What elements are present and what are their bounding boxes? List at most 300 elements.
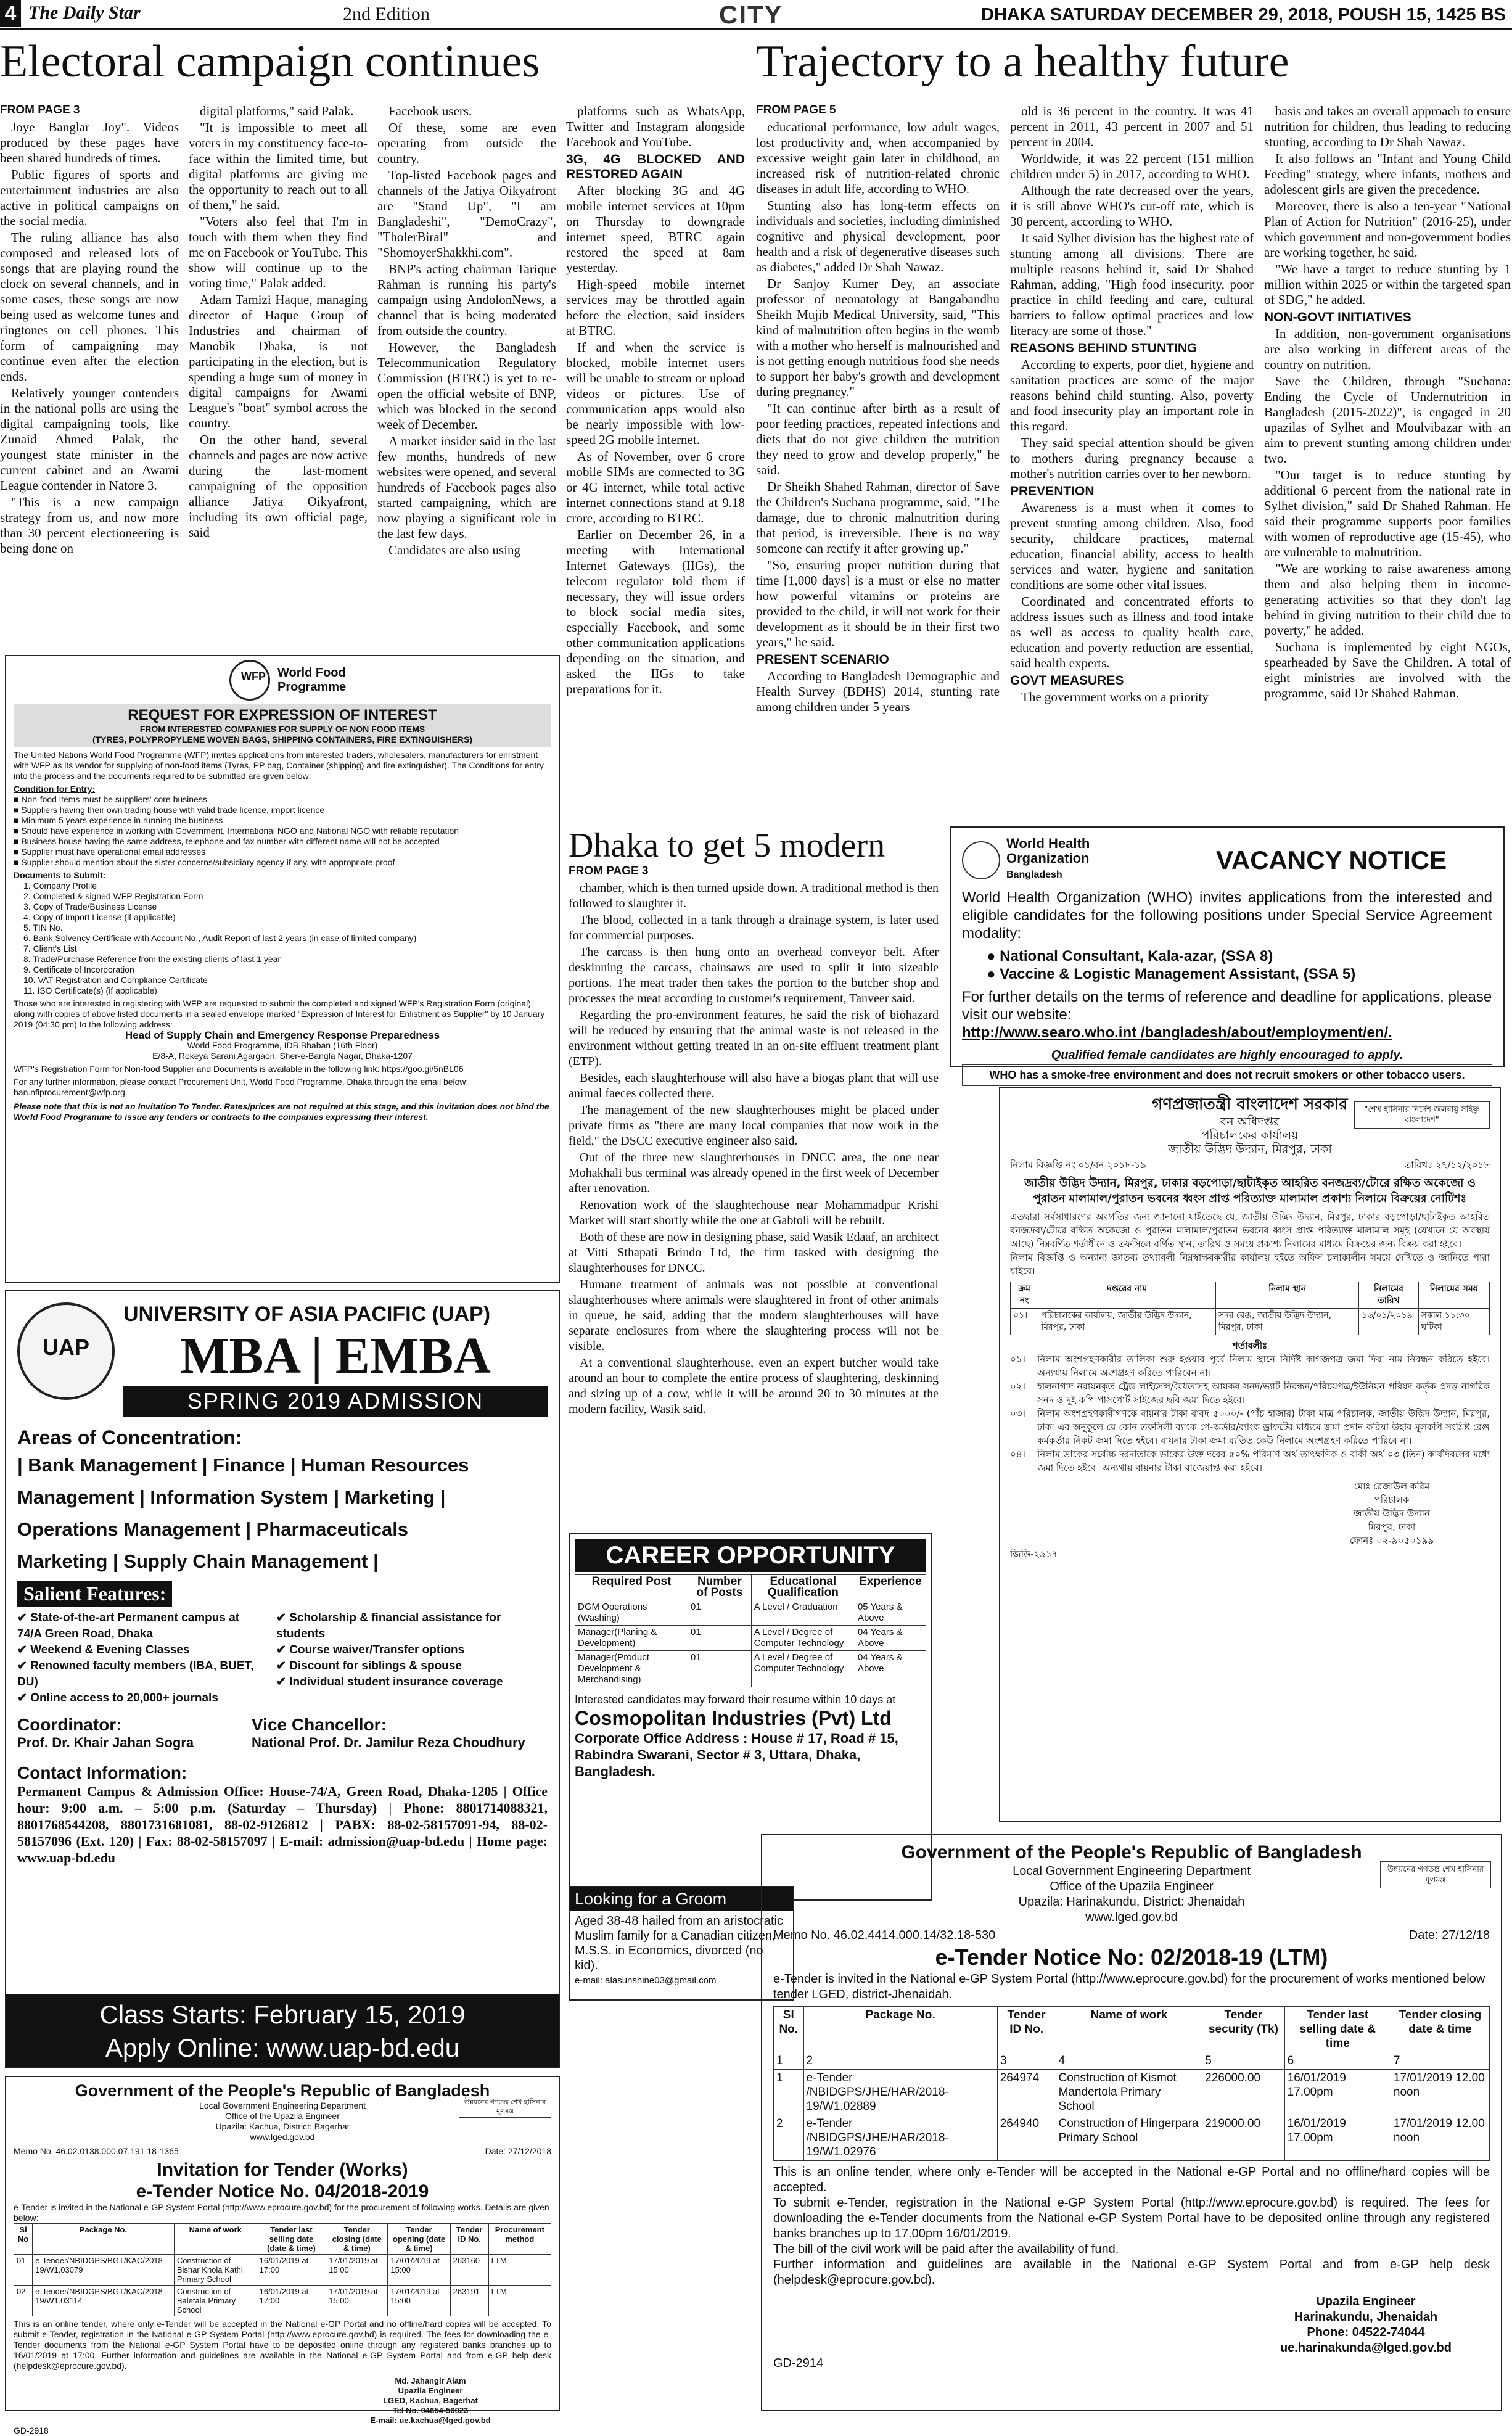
table-cell: 264940	[997, 2115, 1056, 2161]
tender-left-intro: e-Tender is invited in the National e-GP System Portal (http://www.eprocure.gov.bd) for the procurement of following works. Details are given below:	[14, 2202, 549, 2223]
table-row	[575, 1600, 926, 1626]
subheading: PRESENT SCENARIO	[756, 652, 889, 667]
trajectory-col-3	[1264, 104, 1511, 807]
bangla-gov: গণপ্রজাতন্ত্রী বাংলাদেশ সরকার	[1152, 1095, 1348, 1114]
table-row	[14, 2286, 551, 2316]
paragraph: Save the Children, through "Suchana: Ending the Cycle of Undernutrition in Bangladesh (2015-2022)", is engaged in 20 upazilas of Sylhet and Moulvibazar with an aim to prevent stunting among children under two.	[1264, 374, 1511, 466]
tender-right-web: www.lged.gov.bd	[1085, 1911, 1178, 1924]
who-smoke: WHO has a smoke-free environment and does not recruit smokers or other tobacco users.	[962, 1064, 1492, 1086]
groom-body: Aged 38-48 hailed from an aristocratic Muslim family for a Canadian citizen, M.S.S. in Economics, divorced (no kid).	[575, 1914, 783, 1972]
paragraph: As of November, over 6 crore mobile SIMs are connected to 3G or 4G internet, while total active internet connections stand at 9.18 crore, according to BTRC.	[566, 449, 745, 525]
table-cell: 04 Years & Above	[855, 1651, 926, 1687]
signature-line: LGED, Kachua, Bagerhat	[383, 2396, 478, 2405]
masthead	[0, 0, 1512, 30]
table-cell: Manager(Planing & Development)	[575, 1626, 688, 1651]
paragraph: Moreover, there is also a ten-year "National Plan of Action for Nutrition" (2016-25), under which government and non-government bodies are working together, he said.	[1264, 199, 1511, 260]
paragraph: Facebook users.	[388, 104, 472, 118]
uap-features-left	[17, 1610, 258, 1706]
paragraph: Awareness is a must when it comes to prevent stunting among children. Also, food security, childcare practices, maternal education, financial ability, access to health services and water, hygiene and sanitation conditions are some other vital issues.	[1010, 500, 1254, 592]
table-cell: A Level / Graduation	[751, 1600, 855, 1626]
bangla-title: জাতীয় উদ্ভিদ উদ্যান, মিরপুর, ঢাকার বড়পোড়া/ছাটাইকৃত আহরিত বনজদ্রব্য/টোরে রক্ষিত অকেজো ও পুরাতন মালামাল/পুরাতন ভবনের ধ্বংস প্রাপ্ত পরিত্যাক্ত মালামাল প্রকাশ্য নিলামে বিক্রয়ের নোটিশঃ	[1024, 1177, 1476, 1205]
tender-left-date: Date: 27/12/2018	[485, 2146, 551, 2156]
uap-areas-title: Areas of Concentration:	[17, 1426, 242, 1449]
table-row	[774, 2070, 1490, 2115]
uap-vc-name: National Prof. Dr. Jamilur Reza Choudhury	[252, 1735, 525, 1750]
signature-line: E-mail: ue.kachua@lged.gov.bd	[370, 2416, 491, 2425]
subheading: NON-GOVT INITIATIVES	[1264, 310, 1411, 324]
paragraph: chamber, which is then turned upside down. A traditional method is then followed to slaughter it.	[569, 881, 939, 910]
paragraph: old is 36 percent in the country. It was 41 percent in 2011, 43 percent in 2007 and 51 percent in 2004.	[1010, 104, 1254, 149]
paragraph: Dr Sanjoy Kumer Dey, an associate professor of neonatology at Bangabandhu Sheikh Mujib Medical University, said, "This kind of malnutrition often begins in the womb with a mother who herself is malnourished and is not getting enough nutritious food she needs to support her baby's growth and development during pregnancy."	[756, 276, 1000, 399]
paragraph: Stunting also has long-term effects on individuals and societies, including diminished cognitive and physical development, poor health and a risk of degenerative diseases such as diabetes," added Dr Shah Nawaz.	[756, 198, 1000, 274]
paragraph: High-speed mobile internet services may be throttled again before the election, said insiders at BTRC.	[566, 277, 745, 338]
paragraph: platforms such as WhatsApp, Twitter and Instagram alongside Facebook and YouTube.	[566, 104, 745, 149]
paragraph: This is an online tender, where only e-Tender will be accepted in the National e-GP Portal and no offline/hard copies will be accepted.	[773, 2165, 1490, 2194]
list-item: ■ Non-food items must be suppliers' core business	[14, 794, 207, 804]
who-further: For further details on the terms of reference and deadline for applications, please visit our website:	[962, 989, 1492, 1023]
tender-left-memo: Memo No. 46.02.0138.000.07.191.18-1365	[14, 2146, 179, 2156]
tender-left-stamp: উন্নয়নের গণতন্ত্র শেখ হাসিনার মূলমন্ত্র	[459, 2096, 551, 2118]
bangla-office: পরিচালকের কার্যালয়	[1201, 1129, 1299, 1142]
table-cell: পরিচালকের কার্যালয়, জাতীয় উদ্ভিদ উদ্যান, মিরপুর, ঢাকা	[1038, 1309, 1216, 1335]
tender-left-office: Office of the Upazila Engineer	[225, 2111, 340, 2121]
uap-contact-title: Contact Information:	[17, 1763, 187, 1782]
item-text: হালনাগাদ নবায়নকৃত ট্রেড লাইসেন্স/বৈধতাসহ আয়কর সনদ/ভ্যাট নিবন্ধন/পরিচয়পত্র/ইউনিয়ন পরিষদ কর্তৃক প্রদত্ত নাগরিক সনদ ও দুই কপি পাসপোর্ট সাইজের ছবি জমা দিতে হইবে।	[1037, 1381, 1490, 1405]
signature-line: জাতীয় উদ্ভিদ উদ্যান	[1354, 1508, 1430, 1519]
tender-right-code: GD-2914	[773, 2356, 824, 2370]
paragraph: They said special attention should be given to mothers during pregnancy because a mother's nutrition carries over to her newborn.	[1010, 435, 1254, 481]
paragraph: digital platforms," said Palak.	[200, 104, 354, 118]
tender-left-table	[14, 2223, 551, 2316]
edition-label: 2nd Edition	[343, 4, 430, 24]
signature-line: Upazila Engineer	[1316, 2295, 1416, 2308]
wfp-further: For any further information, please contact Procurement Unit, World Food Programme, Dhaka through the email below: ban.nfiprocurement@wfp.org	[14, 1077, 469, 1097]
tender-left-upazila: Upazila: Kachua, District: Bagerhat	[215, 2121, 350, 2131]
table-header: দপ্তরের নাম	[1038, 1282, 1216, 1309]
table-cell: সদর রেঞ্জ, জাতীয় উদ্ভিদ উদ্যান, মিরপুর, ঢাকা	[1216, 1309, 1359, 1335]
table-cell: 01	[688, 1600, 752, 1626]
list-item: 8. Trade/Purchase Reference from the existing clients of last 1 year	[23, 954, 281, 964]
from-page: FROM PAGE 3	[0, 104, 80, 117]
electoral-col-1	[0, 104, 179, 609]
list-item: ■ Should have experience in working with Government, International NGO and National NGO with reliable reputation	[14, 826, 459, 836]
who-body: World Health Organization (WHO) invites applications from the interested and eligible candidates for the following positions under Special Service Agreement modality:	[962, 889, 1492, 942]
table-cell: 01	[688, 1626, 752, 1651]
tender-right-gov: Government of the People's Republic of Bangladesh	[901, 1842, 1362, 1862]
list-item: ✔ Renowned faculty members (IBA, BUET, DU)	[17, 1660, 254, 1689]
table-cell: e-Tender/NBIDGPS/BGT/KAC/2018-19/W1.03079	[33, 2255, 175, 2286]
paragraph: The ruling alliance has also composed and released lots of songs that are playing round the clock on several channels, and in some cases, these songs are now being used as welcome tunes and ringtones on cell phones. This form of campaigning may continue even after the election ends.	[0, 230, 179, 384]
table-cell: 16/01/2019 17.00pm	[1284, 2070, 1391, 2115]
bangla-notice	[999, 1087, 1501, 1822]
paragraph: The government works on a priority	[1021, 689, 1209, 704]
item-text: নিলাম অংশগ্রহণকারীগণকে বায়নার টাকা বাবদ ৫০০০/- (পাঁচ হাজার) টাকা মাত্র পরিচালক, জাতীয় উদ্ভিদ উদ্যান, মিরপুর, ঢাকা এর অনুকূলে যে কোন তফসিলী ব্যাংক পে-অর্ডার/ব্যাংক ড্রাফটের মাধ্যমে জমা প্রদান করিয়া উহার মূলকপি সংশ্লিষ্ট রেঞ্জ কর্মকর্তার নিকট জমা দিতে হইবে। বায়নার টাকা জমা ব্যতিত কেউ নিলামে অংশগ্রহণ করিতে পারিবে না।	[1037, 1408, 1490, 1446]
paragraph: Dr Sheikh Shahed Rahman, director of Save the Children's Suchana programme, said, "The damage, due to chronic malnutrition during that period, is irreversible. There is no way someone can rectify it after growing up."	[756, 479, 1000, 556]
section-title: CITY	[719, 0, 783, 29]
table-cell: ০১।	[1011, 1309, 1038, 1335]
wfp-ad	[5, 655, 560, 1283]
paragraph: Relatively younger contenders in the national polls are using the digital campaigning tools, like Zunaid Ahmed Palak, the youngest state minister in the current cabinet and an Awami League contender in Natore 3.	[0, 385, 179, 493]
wfp-logo-icon: WFP	[229, 660, 270, 701]
bangla-stamp: "শেখ হাসিনার নির্দেশ জলবায়ু সহিষ্ণু বাংলাদেশ"	[1354, 1101, 1490, 1129]
signature-line: Tel No. 04654-56023	[392, 2406, 469, 2415]
table-cell: 1	[774, 2052, 804, 2070]
from-page: FROM PAGE 3	[569, 865, 649, 878]
paragraph: Further information and guidelines are available in the National e-GP System Portal and from e-GP help desk (helpdesk@eprocure.gov.bd).	[773, 2258, 1490, 2287]
paragraph: Although the rate decreased over the years, it is still above WHO's cut-off rate, which is 30 percent, according to WHO.	[1010, 183, 1254, 229]
table-header: ক্রম নং	[1011, 1282, 1038, 1309]
table-cell: 3	[997, 2052, 1056, 2070]
list-item: ✔ Individual student insurance coverage	[276, 1676, 503, 1689]
wfp-submit: Those who are interested in registering with WFP are requested to submit the completed and signed WFP's Registration Form (original) along with copies of above listed documents in a sealed envelope marked "Expression of Interest for Enlistment as Supplier" by 10 January 2019 (04:30 pm) to the following address:	[14, 998, 545, 1029]
list-item: 2. Completed & signed WFP Registration Form	[23, 891, 203, 901]
table-header: Tender ID No.	[997, 2007, 1056, 2052]
tender-right-signature	[1242, 2294, 1490, 2356]
table-cell: 6	[1284, 2052, 1391, 2070]
uap-admission: SPRING 2019 ADMISSION	[123, 1386, 548, 1417]
paragraph: "It can continue after birth as a result of poor feeding practices, repeated infections and diets that do not give children the nutrition they need to grow and develop properly," he said.	[756, 401, 1000, 477]
paragraph: However, the Bangladesh Telecommunication Regulatory Commission (BTRC) is yet to re-open the official website of BNP, which was blocked in the second week of December.	[377, 340, 556, 432]
subheading: REASONS BEHIND STUNTING	[1010, 341, 1198, 355]
table-cell: 01	[14, 2255, 33, 2286]
list-item	[1010, 1447, 1490, 1475]
wfp-addr-3: E/8-A, Rokeya Sarani Agargaon, Sher-e-Bangla Nagar, Dhaka-1207	[152, 1051, 413, 1061]
tender-left-signature	[310, 2376, 551, 2426]
table-cell: e-Tender/NBIDGPS/BGT/KAC/2018-19/W1.03114	[33, 2286, 175, 2316]
uap-ad	[5, 1290, 560, 2068]
wfp-conditions	[14, 794, 551, 868]
electoral-headline: Electoral campaign continues	[0, 36, 540, 87]
electoral-col-3	[377, 104, 556, 609]
table-header: Educational Qualification	[751, 1575, 855, 1600]
item-text: নিলাম অংশগ্রহণকারীর তালিকা শুরু হওয়ার পূর্বে নিলাম স্থানে নির্দিষ্ট কাগজপত্র জমা দিয়া নাম নিবন্ধন করিতে হইবে। অন্যথায় নিলামে অংশগ্রহণ করিতে পারিবেন না।	[1037, 1354, 1490, 1378]
list-item: ✔ Online access to 20,000+ journals	[17, 1692, 218, 1705]
signature-line: মোঃ রেজাউল করিম	[1354, 1481, 1430, 1492]
bangla-place: জাতীয় উদ্ভিদ উদ্যান, মিরপুর, ঢাকা	[1168, 1142, 1332, 1156]
wfp-addr-1: Head of Supply Chain and Emergency Response Preparedness	[125, 1029, 440, 1041]
bangla-body-2: নিলাম বিজ্ঞপ্তি ও অন্যান্য জ্ঞাতব্য তথ্যাবলী নিম্নস্বাক্ষরকারীর কার্যালয় হইতে অফিস চলাকালীন সময়ে দেখিতে ও জানিতে পারা যাইবে।	[1010, 1252, 1490, 1277]
item-number: ০১।	[1010, 1354, 1025, 1365]
list-item: ✔ Course waiver/Transfer options	[276, 1644, 465, 1656]
tender-right	[761, 1834, 1502, 2411]
wfp-link[interactable]: WFP's Registration Form for Non-food Supplier and Documents is available in the following link: https://goo.gl/5nBL06	[14, 1064, 464, 1074]
table-header: Number of Posts	[688, 1575, 752, 1600]
table-cell: 16/01/2019 at 17:00	[257, 2286, 326, 2316]
table-cell: ১৬/০১/২০১৯	[1359, 1309, 1418, 1335]
tender-right-dept: Local Government Engineering Department	[1013, 1864, 1251, 1878]
uap-logo-text: UAP	[42, 1335, 89, 1360]
table-header: Tender ID No.	[450, 2224, 488, 2255]
table-header: Experience	[855, 1575, 926, 1600]
list-item	[1010, 1352, 1490, 1380]
uap-vc-title: Vice Chancellor:	[252, 1715, 387, 1734]
list-item: 3. Copy of Trade/Business License	[23, 902, 157, 911]
paragraph: Worldwide, it was 22 percent (151 million children under 5) in 2017, according to WHO.	[1010, 151, 1254, 181]
list-item: 6. Bank Solvency Certificate with Account No., Audit Report of last 2 years (in case of limited company)	[23, 933, 417, 943]
bangla-memo: নিলাম বিজ্ঞপ্তি নং ০১/বন ২০১৮-১৯	[1010, 1159, 1146, 1171]
list-item: ■ Supplier should mention about the sister concerns/subsidiary agency if any, with appropriate proof	[14, 857, 395, 867]
paragraph: In addition, non-government organisations are also working in different areas of the country on nutrition.	[1264, 326, 1511, 372]
table-cell: Construction of Bishar Khola Kathi Primary School	[174, 2255, 257, 2286]
who-url[interactable]: http://www.searo.who.int /bangladesh/about/employment/en/.	[962, 1024, 1392, 1041]
table-cell: 1	[774, 2070, 804, 2115]
groom-email: e-mail: alasunshine03@gmail.com	[575, 1975, 717, 1986]
paragraph: Humane treatment of animals was not possible at conventional slaughterhouses where animals were slaughtered in front of other animals in queue, he said, adding that the modern slaughterhouses will have separate enclosures from where the slaughtering process will not be visible.	[569, 1278, 939, 1353]
uap-name: UNIVERSITY OF ASIA PACIFIC (UAP)	[123, 1302, 491, 1326]
bangla-code: জিডি-২৯১৭	[1010, 1549, 1058, 1560]
tender-right-upazila: Upazila: Harinakundu, District: Jhenaidah	[1018, 1895, 1245, 1909]
item-number: ০৩।	[1010, 1408, 1025, 1419]
tender-right-intro: e-Tender is invited in the National e-GP System Portal (http://www.eprocure.gov.bd) for the procurement of works mentioned below tender LGED, district-Jhenaidah.	[773, 1972, 1485, 2001]
list-item: 1. Company Profile	[23, 881, 97, 891]
table-row	[575, 1626, 926, 1651]
table-cell: 263191	[450, 2286, 488, 2316]
table-header: Sl No	[14, 2224, 33, 2255]
table-cell: 17/01/2019 12.00 noon	[1391, 2115, 1489, 2161]
tender-left-foot: This is an online tender, where only e-Tender will be accepted in the National e-GP Portal and no offline/hard copies will be accepted. To submit e-Tender, registration in the National e-GP System Portal (http://www.eprocure.gov.bd) is required. The fees for downloading the e-Tender documents from the National e-GP System Portal have to be deposited online through any registered banks branches up to 16/01/2019 at 17:00. Further information and guidelines are available in the National e-GP System Portal and from e-GP help desk (helpdesk@eprocure.gov.bd).	[14, 2319, 551, 2371]
who-logo-icon	[962, 841, 1000, 879]
paragraph: Coordinated and concentrated efforts to address issues such as illness and food intake as well as access to quality health care, education and poverty reduction are essential, said health experts.	[1010, 594, 1254, 670]
signature-line: Phone: 04522-74044	[1307, 2326, 1425, 2339]
groom-title: Looking for a Groom	[570, 1887, 793, 1911]
table-cell: 263160	[450, 2255, 488, 2286]
paragraph: basis and takes an overall approach to ensure nutrition for children, thus leading to reducing stunting, according to Dr Shah Nawaz.	[1264, 104, 1511, 149]
paragraph: Joye Banglar Joy". Videos produced by these pages have been shared hundreds of times.	[0, 120, 179, 165]
subheading: PREVENTION	[1010, 484, 1095, 498]
table-cell: 01	[688, 1651, 752, 1687]
table-cell: 219000.00	[1202, 2115, 1284, 2161]
subheading: 3G, 4G BLOCKED AND RESTORED AGAIN	[566, 152, 745, 181]
table-cell: 7	[1391, 2052, 1489, 2070]
paragraph: Out of the three new slaughterhouses in DNCC area, the one near Mohakhali bus terminal was already opened in the first week of December after renovation.	[569, 1151, 939, 1195]
table-cell: 17/01/2019 12.00 noon	[1391, 2070, 1489, 2115]
list-item: ✔ Weekend & Evening Classes	[17, 1644, 190, 1656]
table-header: নিলাম স্থান	[1216, 1282, 1359, 1309]
table-cell: 264974	[997, 2070, 1056, 2115]
paragraph: Renovation work of the slaughterhouse near Mohammadpur Krishi Market will start shortly while the one at Gabtoli will be rebuilt.	[569, 1198, 939, 1227]
table-cell: LTM	[488, 2255, 551, 2286]
table-cell: A Level / Degree of Computer Technology	[751, 1626, 855, 1651]
table-cell: 5	[1202, 2052, 1284, 2070]
paragraph: BNP's acting chairman Tarique Rahman is running his party's campaign using AndolonNews, a channel that is being moderated from outside the country.	[377, 261, 556, 338]
who-female: Qualified female candidates are highly encouraged to apply.	[1051, 1048, 1403, 1062]
paragraph: A market insider said in the last few months, hundreds of new websites were opened, and several hundreds of Facebook pages also started campaigning, which are now playing a significant role in the last few days.	[377, 434, 556, 541]
table-cell: 17/01/2019 at 15:00	[388, 2286, 450, 2316]
uap-apply[interactable]: Apply Online: www.uap-bd.edu	[105, 2033, 460, 2062]
uap-areas	[17, 1449, 548, 1578]
tender-right-foot	[773, 2165, 1490, 2288]
list-item: ● Vaccine & Logistic Management Assistant, (SSA 5)	[987, 966, 1356, 982]
bangla-body: এতদ্বারা সর্বসাধারণের অবগতির জন্য জানানো যাইতেছে যে, জাতীয় উদ্ভিদ উদ্যান, মিরপুর, ঢাকার বড়পোড়া/ছাটাইকৃত আহরিত বনজদ্রব্য/টোরে রক্ষিত অকেজো ও পুরাতন মালামাল/পুরাতন ভবনের ধ্বংস প্রাপ্ত পরিত্যাক্ত মালামাল সমূহ (যেখানে যে অবস্থায় আছে) নিম্নবর্ণিত শর্তাধীনে ও তফসিলে বর্ণিত স্থান, তারিখ ও সময়ে প্রকাশ্য নিলামের মাধ্যমে বিক্রয়ের জন্য বিক্রয় করা হইবে।	[1010, 1211, 1490, 1249]
uap-class-starts: Class Starts: February 15, 2019	[99, 2000, 466, 2029]
table-header: Name of work	[1056, 2007, 1202, 2052]
dhaka-headline: Dhaka to get 5 modern	[569, 826, 885, 865]
paragraph: The bill of the civil work will be paid after the availability of fund.	[773, 2242, 1119, 2256]
paragraph: Candidates are also using	[388, 543, 521, 558]
electoral-col-4	[566, 104, 745, 696]
wfp-intro: The United Nations World Food Programme (WFP) invites applications from interested traders, wholesalers, manufacturers for enlistment with WFP as its vendor for supplying of non-food items (Tyres, PP bag, Container (shipping) and fire extinguisher). The Conditions for entry into the process and the documents required to be submitted are given below:	[14, 750, 544, 781]
table-row	[14, 2255, 551, 2286]
item-text: নিলাম ডাকের সর্বোচ্চ দরদাতাকে ডাকের উক্ত দরের ৫০% পরিমাণ অর্থ তাৎক্ষণিক ও বাকী অর্থ ০৩ (তিন) কার্যদিবসের মধ্যে জমা দিতে হইবে। অন্যথায় বায়নার টাকা বাজেয়াপ্ত করা হইবে।	[1037, 1449, 1490, 1473]
table-cell: e-Tender /NBIDGPS/JHE/HAR/2018-19/W1.02976	[803, 2115, 997, 2161]
date-line: DHAKA SATURDAY DECEMBER 29, 2018, POUSH 15, 1425 BS	[981, 5, 1506, 25]
tender-left-web: www.lged.gov.bd	[250, 2132, 315, 2142]
list-item: 4. Copy of Import License (if applicable)	[23, 912, 176, 922]
list-item: Marketing | Supply Chain Management |	[17, 1550, 379, 1572]
tender-right-office: Office of the Upazila Engineer	[1050, 1880, 1214, 1893]
paragraph: After blocking 3G and 4G mobile internet services at 10pm on Thursday to downgrade internet speed, BTRC again restored the speed at 8am yesterday.	[566, 183, 745, 275]
signature-line: Upazila Engineer	[398, 2386, 463, 2395]
trajectory-col-2	[1010, 104, 1254, 807]
tender-left-title-1: Invitation for Tender (Works)	[157, 2160, 408, 2180]
table-cell: 16/01/2019 17.00pm	[1284, 2115, 1391, 2161]
tender-left-title-2: e-Tender Notice No. 04/2018-2019	[136, 2181, 429, 2202]
table-header: Tender last selling date (date & time)	[257, 2224, 326, 2255]
table-header: Package No.	[33, 2224, 175, 2255]
paragraph: "Our target is to reduce stunting by additional 6 percent from the national rate in Sylhet division," said Dr Shahed Rahman. He said their programme supports poor families with women of reproductive age (15-45), who are vulnerable to malnutrition.	[1264, 467, 1511, 559]
paragraph: "It is impossible to meet all voters in my constituency face-to-face within the limited time, but digital platforms are giving me the opportunity to reach out to all of them," he said.	[189, 120, 368, 212]
list-item: | Bank Management | Finance | Human Resources	[17, 1454, 469, 1476]
table-cell: Manager(Product Development & Merchandising)	[575, 1651, 688, 1687]
career-note: Interested candidates may forward their resume within 10 days at	[575, 1693, 896, 1706]
table-cell: LTM	[488, 2286, 551, 2316]
list-item: ■ Business house having the same address, telephone and fax number with different name will not be accepted	[14, 836, 440, 846]
tender-right-date: Date: 27/12/18	[1408, 1928, 1490, 1942]
paragraph: Earlier on December 26, in a meeting with International Internet Gateways (IIGs), the telecom regulator told them if necessary, they will issue orders to block social media sites, especially Facebook, and some other communication applications depending on the situation, and asked the IIGs to take preparations for it.	[566, 527, 745, 696]
paragraph: "We have a target to reduce stunting by 1 million within 2025 or within the targeted span of SDG," he added.	[1264, 261, 1511, 307]
tender-right-stamp: উন্নয়নের গণতন্ত্র শেখ হাসিনার মূলমন্ত্র	[1380, 1861, 1491, 1888]
tender-left-gov: Government of the People's Republic of Bangladesh	[75, 2081, 490, 2100]
table-cell: e-Tender /NBIDGPS/JHE/HAR/2018-19/W1.02889	[803, 2070, 997, 2115]
signature-line: Harinakundu, Jhenaidah	[1294, 2310, 1438, 2324]
table-header: Name of work	[174, 2224, 257, 2255]
wfp-conditions-title: Condition for Entry:	[14, 784, 96, 794]
paragraph: Besides, each slaughterhouse will also have a biogas plant that will use animal faeces collected there.	[569, 1071, 939, 1100]
list-item: ■ Minimum 5 years experience in running the business	[14, 815, 223, 825]
paragraph: "This is a new campaign strategy from us, and now more than 30 percent electioneering is being done on	[0, 495, 179, 556]
list-item	[1010, 1380, 1490, 1407]
paragraph: The management of the new slaughterhouses might be placed under private firms as "there are many local companies that now work in the field," the DSCC executive engineer also said.	[569, 1103, 939, 1148]
paragraph: The blood, collected in a tank through a drainage system, is later used for commercial purposes.	[569, 913, 939, 942]
table-cell: 16/01/2019 at 17:00	[257, 2255, 326, 2286]
paragraph: It said Sylhet division has the highest rate of stunting among all divisions. There are multiple reasons behind it, said Dr Shahed Rahman, adding, "High food insecurity, poor practice in child feeding and care, cultural barriers to follow optimal practices and low literacy are some of those."	[1010, 231, 1254, 338]
paragraph: It also follows an "Infant and Young Child Feeding" strategy, where infants, mothers and adolescent girls are given the precedence.	[1264, 151, 1511, 197]
item-number: ০৪।	[1010, 1449, 1025, 1460]
paragraph: Top-listed Facebook pages and channels of the Jatiya Oikyafront are "Stand Up", "I am Bangladeshi", "DemoCrazy", "TholerBiral" and "ShomoyerShakkhi.com".	[377, 168, 556, 260]
paragraph: Suchana is implemented by eight NGOs, spearheaded by Save the Children. A total of eight ministries are involved with the programme, said Dr Shahed Rahman.	[1264, 640, 1511, 701]
who-positions	[987, 947, 1492, 983]
paragraph: Adam Tamizi Haque, managing director of Haque Group of Industries and chairman of Manobik Dhaka, is not participating in the election, but is spending a huge sum of money in digital campaigns for Awami League's "boat" symbol across the country.	[189, 292, 368, 430]
tender-right-title: e-Tender Notice No: 02/2018-19 (LTM)	[935, 1944, 1328, 1970]
uap-logo-icon	[17, 1302, 115, 1400]
paragraph: To submit e-Tender, registration in the National e-GP System Portal (http://www.eprocure.gov.bd) is required. The fees for downloading the e-Tender documents from the National e-GP System Portal have to be deposited online through any registered banks branches up to 17.00pm 16/01/2019.	[773, 2196, 1490, 2241]
item-number: ০২।	[1010, 1381, 1025, 1392]
tender-right-memo: Memo No. 46.02.4414.000.14/32.18-530	[773, 1928, 996, 1942]
table-cell: 226000.00	[1202, 2070, 1284, 2115]
signature-line: ue.harinakunda@lged.gov.bd	[1280, 2341, 1452, 2355]
uap-coord-name: Prof. Dr. Khair Jahan Sogra	[17, 1735, 194, 1750]
table-cell: 02	[14, 2286, 33, 2316]
table-cell: 4	[1056, 2052, 1202, 2070]
bangla-terms-title: শর্তাবলীঃ	[1232, 1340, 1268, 1351]
tender-left	[5, 2076, 560, 2435]
table-cell: 17/01/2019 at 15:00	[326, 2255, 388, 2286]
paragraph: On the other hand, several channels and pages are now active during the last-moment campaigning of the opposition alliance Jatiya Oikyafront, including its own official page, said	[189, 432, 368, 540]
table-header: নিলামের সময়	[1418, 1282, 1489, 1309]
paragraph: According to Bangladesh Demographic and Health Survey (BDHS) 2014, stunting rate among children under 5 years	[756, 669, 1000, 714]
from-page: FROM PAGE 5	[756, 104, 836, 117]
trajectory-body	[756, 104, 1512, 807]
electoral-col-2	[189, 104, 368, 609]
list-item: ● National Consultant, Kala-azar, (SSA 8)	[987, 948, 1273, 965]
list-item: 9. Certificate of Incorporation	[23, 965, 134, 974]
signature-line: Md. Jahangir Alam	[395, 2376, 466, 2385]
paragraph: "Voters also feel that I'm in touch with them when they find me on Facebook or YouTube. This show will continue up to the voting time," Palak added.	[189, 214, 368, 290]
paragraph: educational performance, low adult wages, lost productivity and, when accompanied by excessive weight gain later in childhood, an increased risk of nutrition-related chronic diseases in adult life, according to WHO.	[756, 120, 1000, 196]
wfp-docs	[23, 881, 551, 996]
paragraph: Of these, some are even operating from outside the country.	[377, 120, 556, 166]
table-cell: 2	[803, 2052, 997, 2070]
list-item: Operations Management | Pharmaceuticals	[17, 1518, 409, 1540]
trajectory-headline: Trajectory to a healthy future	[756, 36, 1289, 87]
table-cell: 04 Years & Above	[855, 1626, 926, 1651]
table-header: Sl No.	[774, 2007, 804, 2052]
table-header: Required Post	[575, 1575, 688, 1600]
uap-contact: Permanent Campus & Admission Office: House-74/A, Green Road, Dhaka-1205 | Office hour: 9:00 a.m. – 5:00 p.m. (Saturday – Thursday) | Phone: 8801714088321, 8801768544208, 8801731681081, 88-02-9126812 | PABX: 88-02-58157091-94, 88-02-58157096 (Ext. 120) | Fax: 88-02-58157097 | E-mail: admission@uap-bd.edu | Home page: www.uap-bd.edu	[17, 1784, 548, 1866]
table-cell: Construction of Baletala Primary School	[174, 2286, 257, 2316]
list-item: ■ Supplier must have operational email addresses	[14, 847, 206, 857]
tender-left-code: GD-2918	[14, 2426, 49, 2435]
paragraph: Regarding the pro-environment features, he said the risk of biohazard will be reduced by ensuring that the animal waste is not released in the environment without getting treated in an on-site effluent treatment plant (ETP).	[569, 1008, 939, 1068]
list-item: ✔ State-of-the-art Permanent campus at 74/A Green Road, Dhaka	[17, 1611, 240, 1640]
uap-program: MBA | EMBA	[180, 1327, 491, 1385]
table-header: Procurement method	[488, 2224, 551, 2255]
table-header: Tender last selling date & time	[1284, 2007, 1391, 2052]
tender-left-dept: Local Government Engineering Department	[199, 2101, 366, 2110]
table-cell: সকাল ১১:৩০ ঘটিকা	[1418, 1309, 1489, 1335]
wfp-subtitle-2: (TYRES, POLYPROPYLENE WOVEN BAGS, SHIPPING CONTAINERS, FIRE EXTINGUISHERS)	[92, 735, 473, 744]
table-row	[575, 1651, 926, 1687]
table-row	[774, 2115, 1490, 2161]
table-header: Tender closing (date & time)	[326, 2224, 388, 2255]
list-item: ✔ Discount for siblings & spouse	[276, 1660, 462, 1673]
paragraph: The carcass is then hung onto an overhead conveyor belt. After deskinning the carcass, chainsaws are used to split it into sizeable portions. The meat trader then takes the portion to the butcher shop and processes the meat according to customer's requirement, Tanveer said.	[569, 945, 939, 1005]
who-country: Bangladesh	[1006, 870, 1062, 880]
paragraph: Public figures of sports and entertainment industries are also active in political campaigns on the social media.	[0, 167, 179, 228]
table-cell: Construction of Kismot Mandertola Primary School	[1056, 2070, 1202, 2115]
wfp-subtitle: FROM INTERESTED COMPANIES FOR SUPPLY OF NON FOOD ITEMS	[139, 724, 425, 734]
wfp-org: World Food Programme	[277, 666, 347, 694]
wfp-title: REQUEST FOR EXPRESSION OF INTEREST	[128, 707, 437, 723]
table-header: Tender opening (date & time)	[388, 2224, 450, 2255]
who-ad	[950, 826, 1505, 1081]
wfp-addr-2: World Food Programme, IDB Bhaban (16th Floor)	[187, 1040, 378, 1050]
signature-line: মিরপুর, ঢাকা	[1368, 1521, 1416, 1533]
list-item	[1010, 1407, 1490, 1447]
uap-features-title: Salient Features:	[17, 1581, 172, 1607]
table-cell: DGM Operations (Washing)	[575, 1600, 688, 1626]
paragraph: At a conventional slaughterhouse, even an expert butcher would take around an hour to complete the entire process of slaughtering, deskinning and sizing up of a cow, while it will be around 20 to 30 minutes at the modern facility, Wasik said.	[569, 1356, 939, 1416]
who-org: World Health Organization	[1006, 836, 1090, 866]
who-title: VACANCY NOTICE	[1216, 846, 1447, 874]
paragraph: According to experts, poor diet, hygiene and sanitation practices are some of the major reasons behind child stunting. Also, poverty and food insecurity play an important role in this regard.	[1010, 357, 1254, 434]
bangla-terms	[1010, 1352, 1490, 1475]
table-cell: 17/01/2019 at 15:00	[388, 2255, 450, 2286]
paragraph: "So, ensuring proper nutrition during that time [1,000 days] is a must or else no matter how powerful vitamins or proteins are provided to the child, it will not work for their development as it should be in their first two years," he said.	[756, 558, 1000, 649]
signature-line: পরিচালক	[1374, 1494, 1410, 1505]
trajectory-article	[756, 36, 1512, 807]
table-header: Tender security (Tk)	[1202, 2007, 1284, 2052]
